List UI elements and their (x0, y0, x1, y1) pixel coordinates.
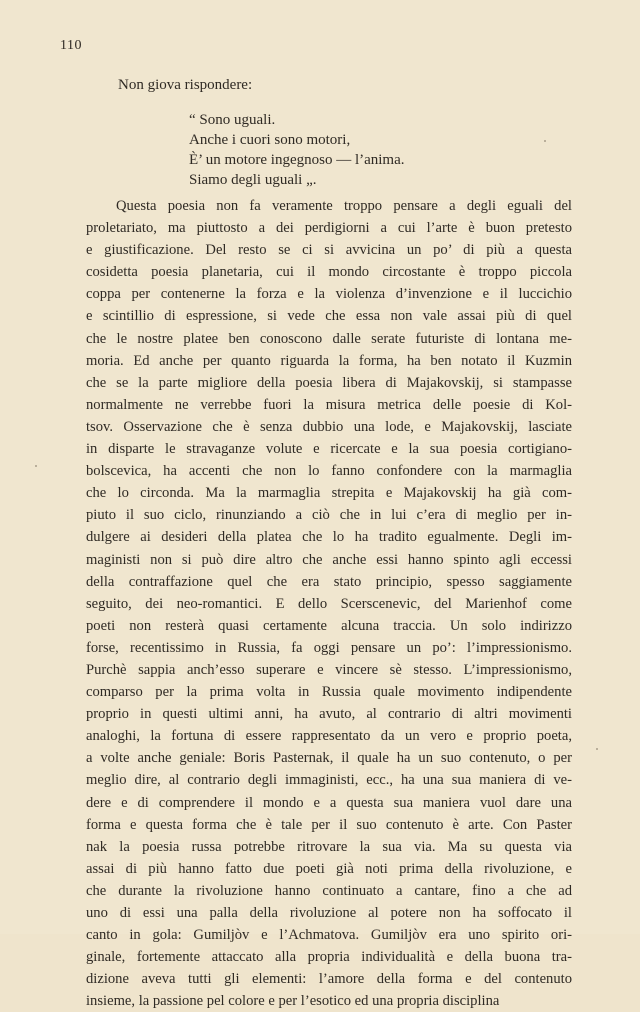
text-line: che lo circonda. Ma la marmaglia strepita e Majakovskij ha già com- (86, 485, 572, 502)
poem-line: Siamo degli uguali „. (189, 172, 317, 188)
text-line: in disparte le stravaganze volute e ricercate e la sua poesia cortigiano- (86, 441, 572, 458)
text-line: della contraffazione quel che era stato principio, spesso saggiamente (86, 573, 572, 590)
text-line: Purchè sappia anch’esso superare e vincere sè stesso. L’impressionismo, (86, 661, 572, 678)
text-line: che se la parte migliore della poesia libera di Majakovskij, si stampasse (86, 374, 572, 391)
text-line: cosidetta poesia planetaria, cui il mondo circostante è troppo piccola (86, 264, 572, 281)
text-line: nak la poesia russa potrebbe ritrovare la sua via. Ma su questa via (86, 838, 572, 855)
text-line: a volte anche geniale: Boris Pasternak, il quale ha un suo contenuto, o per (86, 750, 572, 767)
text-line: e scintillio di espressione, si vede che essa non vale assai più di quel (86, 308, 572, 325)
text-line: meglio dire, al contrario degli immaginisti, ecc., ha una sua maniera di ve- (86, 772, 572, 789)
paper-speck (35, 465, 37, 467)
text-line: ginale, fortemente attaccato alla propria individualità e della buona tra- (86, 949, 572, 966)
text-line: e giustificazione. Del resto se ci si avvicina un po’ di più a questa (86, 242, 572, 259)
text-line: normalmente ne verrebbe fuori la misura metrica delle poesie di Kol- (86, 396, 572, 413)
text-line: assai di più hanno fatto due poeti già noti prima della rivoluzione, e (86, 860, 572, 877)
text-line: piuto il suo ciclo, rinunziando a ciò che in lui c’era di meglio per in- (86, 507, 572, 524)
text-line: proletariato, ma piuttosto a dei perdigiorni a cui l’arte è buon pretesto (86, 220, 572, 237)
text-line: proprio in questi ultimi anni, ha avuto, al contrario di altri movimenti (86, 706, 572, 723)
text-line: insieme, la passione pel colore e per l’esotico ed una propria disciplina (86, 993, 500, 1010)
text-line: dizione aveva tutti gli elementi: l’amore della forma e del contenuto (86, 971, 572, 988)
text-line: analoghi, la fortuna di essere rappresentato da un vero e proprio poeta, (86, 728, 572, 745)
text-line: seguito, dei neo-romantici. E dello Scerscenevic, del Marienhof come (86, 595, 572, 612)
text-line: che durante la rivoluzione hanno continuato a cantare, fino a che ad (86, 882, 572, 899)
body-paragraph (86, 195, 572, 1012)
poem-line: Anche i cuori sono motori, (189, 132, 351, 148)
poem-line: “ Sono uguali. (189, 112, 276, 128)
page-number: 110 (60, 38, 82, 53)
text-line: Questa poesia non fa veramente troppo pensare a degli eguali del (116, 198, 572, 214)
text-line: che le nostre platee ben conoscono dalle serate futuriste di lontana me- (86, 330, 572, 347)
text-line: dulgere ai desideri della platea che lo ha tradito egualmente. Degli im- (86, 529, 572, 546)
text-line: uno di essi una palla della rivoluzione al potere non ha soffocato il (86, 905, 572, 921)
text-line: forma e questa forma che è tale per il suo contenuto è arte. Con Paster (86, 816, 572, 833)
text-line: comparso per la prima volta in Russia quale movimento indipendente (86, 684, 572, 701)
poem-quote (189, 110, 569, 190)
text-line: tsov. Osservazione che è senza dubbio una lode, e Majakovskij, lasciate (86, 418, 572, 435)
poem-line: È’ un motore ingegnoso — l’anima. (189, 152, 405, 168)
text-line: moria. Ed anche per quanto riguarda la forma, ha ben notato il Kuzmin (86, 352, 572, 369)
text-line: poeti non resterà quasi certamente alcuna traccia. Un solo indirizzo (86, 617, 572, 634)
paper-speck (544, 140, 546, 142)
intro-line: Non giova rispondere: (118, 77, 253, 93)
text-line: canto in gola: Gumiljòv e l’Achmatova. Gumiljòv era uno spirito ori- (86, 927, 572, 944)
paper-speck (596, 748, 598, 750)
text-line: coppa per contenerne la forza e la violenza d’invenzione e il luccichio (86, 286, 572, 303)
text-line: bolscevica, ha accenti che non lo fanno confondere con la marmaglia (86, 463, 572, 480)
text-line: maginisti non si può dire altro che anche essi hanno spinto agli eccessi (86, 551, 572, 568)
text-line: dere e di comprendere il mondo e a questa sua maniera vuol dare una (86, 794, 572, 811)
text-line: forse, recentissimo in Russia, fa oggi pensare un po’: l’impressionismo. (86, 639, 572, 656)
